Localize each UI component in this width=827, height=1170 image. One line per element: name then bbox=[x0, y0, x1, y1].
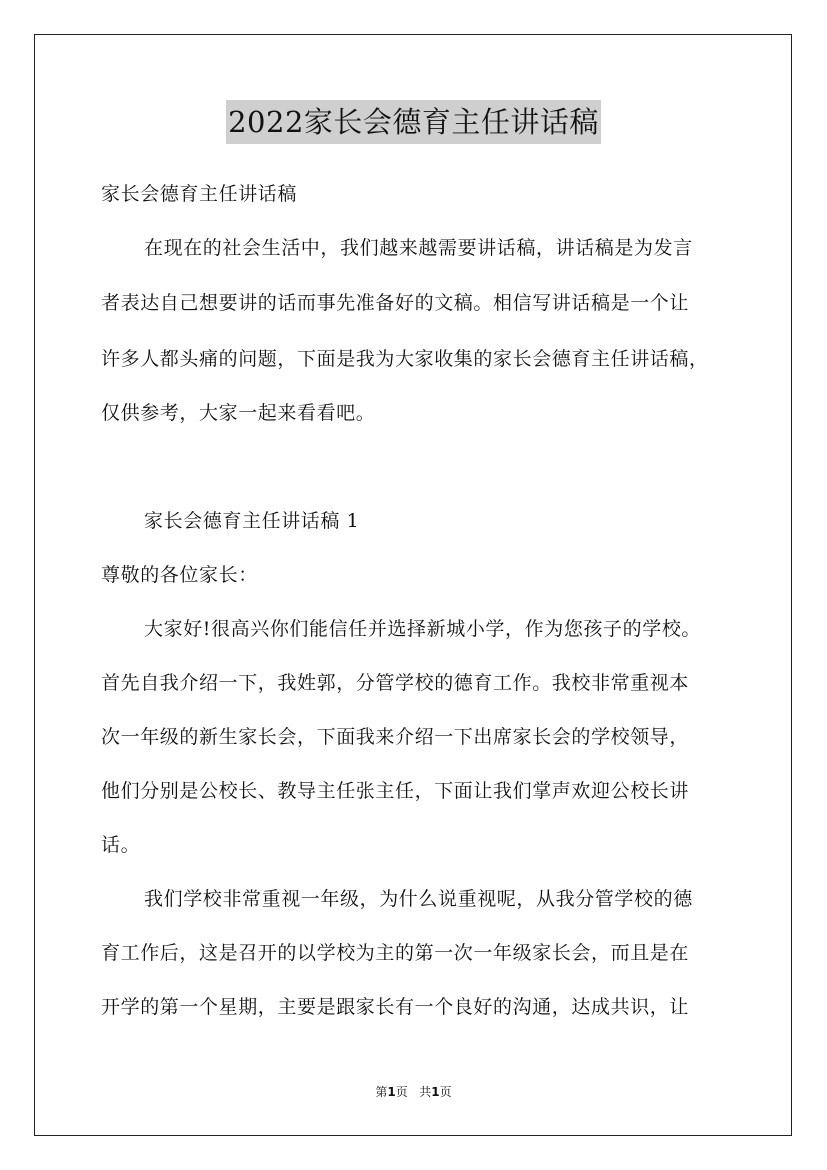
total-pages: 1 bbox=[431, 1085, 440, 1099]
paragraph1-line-3: 次一年级的新生家长会，下面我来介绍一下出席家长会的学校领导， bbox=[101, 726, 690, 748]
document-title: 2022家长会德育主任讲话稿 bbox=[226, 100, 601, 144]
intro-line-1: 在现在的社会生活中，我们越来越需要讲话稿，讲话稿是为发言 bbox=[144, 237, 693, 259]
paragraph1-line-2: 首先自我介绍一下，我姓郭，分管学校的德育工作。我校非常重视本 bbox=[101, 672, 690, 694]
document-subtitle: 家长会德育主任讲话稿 bbox=[101, 183, 298, 205]
intro-line-2: 者表达自己想要讲的话而事先准备好的文稿。相信写讲话稿是一个让 bbox=[101, 292, 690, 314]
page-prefix: 第 bbox=[375, 1085, 388, 1099]
paragraph2-line-1: 我们学校非常重视一年级，为什么说重视呢，从我分管学校的德 bbox=[144, 888, 693, 910]
paragraph1-line-1: 大家好!很高兴你们能信任并选择新城小学，作为您孩子的学校。 bbox=[144, 618, 702, 640]
page-suffix: 页 bbox=[395, 1085, 408, 1099]
salutation: 尊敬的各位家长： bbox=[101, 564, 258, 586]
page-footer bbox=[0, 1084, 827, 1100]
intro-line-4: 仅供参考，大家一起来看看吧。 bbox=[101, 402, 376, 424]
paragraph2-line-2: 育工作后，这是召开的以学校为主的第一次一年级家长会，而且是在 bbox=[101, 942, 690, 964]
total-prefix: 共 bbox=[419, 1085, 432, 1099]
paragraph1-line-4: 他们分别是公校长、教导主任张主任，下面让我们掌声欢迎公校长讲 bbox=[101, 780, 690, 802]
paragraph2-line-3: 开学的第一个星期，主要是跟家长有一个良好的沟通，达成共识，让 bbox=[101, 996, 690, 1018]
total-suffix: 页 bbox=[439, 1085, 452, 1099]
page-current: 1 bbox=[387, 1085, 396, 1099]
section-heading: 家长会德育主任讲话稿 1 bbox=[144, 510, 360, 532]
intro-line-3: 许多人都头痛的问题，下面是我为大家收集的家长会德育主任讲话稿， bbox=[101, 348, 709, 370]
title-container bbox=[0, 100, 827, 144]
paragraph1-line-5: 话。 bbox=[101, 834, 141, 856]
